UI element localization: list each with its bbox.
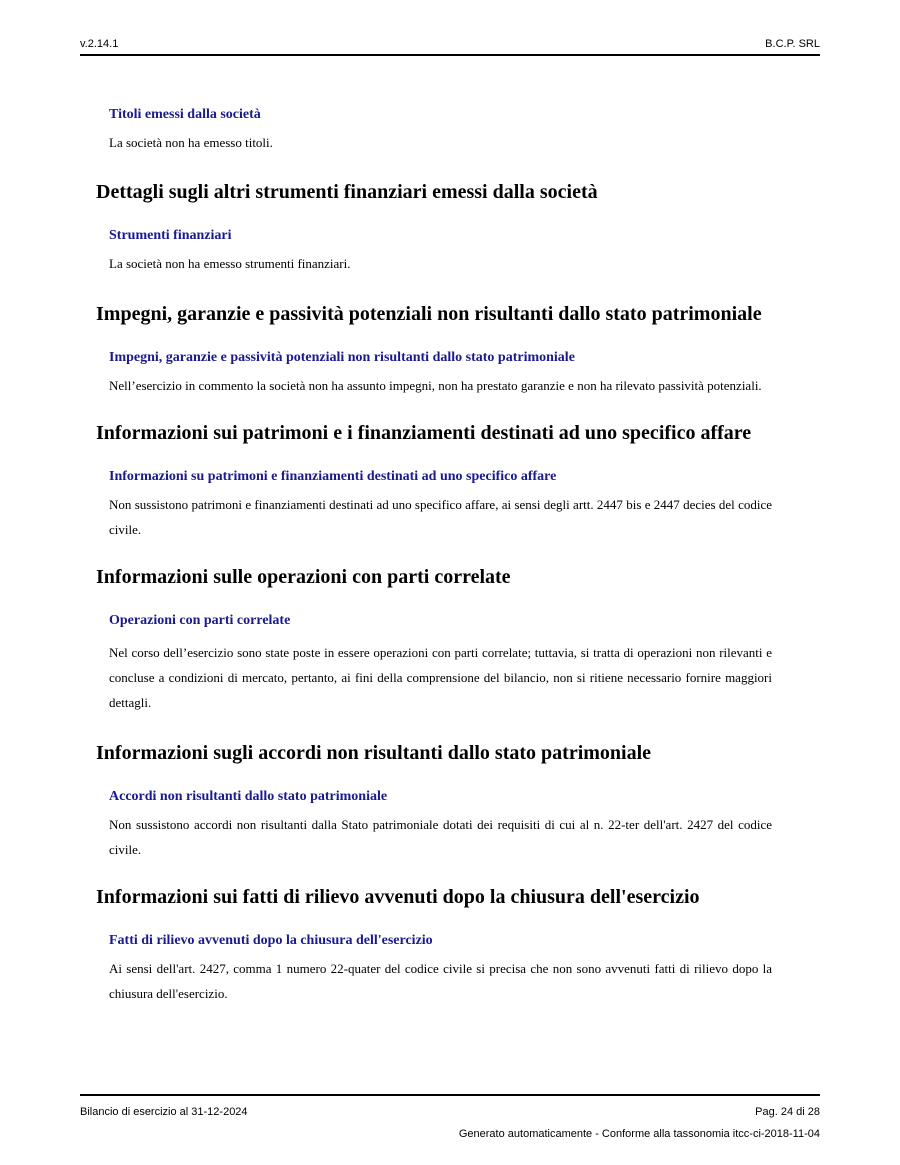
paragraph: Ai sensi dell'art. 2427, comma 1 numero 22-quater del codice civile si precisa che non sono avvenuti fatti di rilievo dopo la chiusura dell'esercizio. <box>109 961 772 1001</box>
section-block <box>96 105 772 155</box>
company-name: B.C.P. SRL <box>765 38 820 50</box>
paragraph: Nell’esercizio in commento la società non ha assunto impegni, non ha prestato garanzie e non ha rilevato passività potenziali. <box>109 378 762 393</box>
section-heading: Dettagli sugli altri strumenti finanziari emessi dalla società <box>96 181 598 203</box>
paragraph: Nel corso dell’esercizio sono state poste in essere operazioni con parti correlate; tuttavia, si tratta di operazioni non rilevanti e concluse a condizioni di mercato, pertanto, ai fini della comprensione del bilancio, non si ritiene necessario fornire maggiori dettagli. <box>109 645 772 710</box>
subheading: Titoli emessi dalla società <box>109 107 261 122</box>
subheading: Impegni, garanzie e passività potenziali non risultanti dallo stato patrimoniale <box>109 350 575 365</box>
section-block <box>96 931 772 1006</box>
page-header <box>80 36 820 56</box>
page-number: Pag. 24 di 28 <box>755 1106 820 1118</box>
subheading: Operazioni con parti correlate <box>109 613 291 628</box>
document-body <box>96 105 772 1006</box>
section-heading: Informazioni sulle operazioni con parti correlate <box>96 566 511 588</box>
page-footer <box>80 1094 820 1146</box>
subheading: Fatti di rilievo avvenuti dopo la chiusura dell'esercizio <box>109 933 433 948</box>
section-heading: Informazioni sui fatti di rilievo avvenuti dopo la chiusura dell'esercizio <box>96 886 700 908</box>
section-heading: Impegni, garanzie e passività potenziali non risultanti dallo stato patrimoniale <box>96 303 762 325</box>
footer-document-title: Bilancio di esercizio al 31-12-2024 <box>80 1106 248 1118</box>
section-block <box>96 787 772 862</box>
section-block <box>96 348 772 398</box>
section-heading: Informazioni sui patrimoni e i finanziamenti destinati ad uno specifico affare <box>96 422 752 444</box>
paragraph: La società non ha emesso strumenti finanziari. <box>109 256 351 271</box>
footer-generated-note: Generato automaticamente - Conforme alla tassonomia itcc-ci-2018-11-04 <box>458 1128 820 1140</box>
section-block <box>96 226 772 276</box>
section-heading: Informazioni sugli accordi non risultanti dallo stato patrimoniale <box>96 742 652 764</box>
section-block <box>96 611 772 715</box>
subheading: Accordi non risultanti dallo stato patrimoniale <box>109 789 388 804</box>
version-label: v.2.14.1 <box>80 38 119 50</box>
paragraph: La società non ha emesso titoli. <box>109 135 273 150</box>
paragraph: Non sussistono patrimoni e finanziamenti destinati ad uno specifico affare, ai sensi degli artt. 2447 bis e 2447 decies del codice civile. <box>109 497 772 537</box>
paragraph: Non sussistono accordi non risultanti dalla Stato patrimoniale dotati dei requisiti di cui al n. 22-ter dell'art. 2427 del codice civile. <box>109 817 772 857</box>
section-block <box>96 467 772 542</box>
subheading: Informazioni su patrimoni e finanziamenti destinati ad uno specifico affare <box>109 469 557 484</box>
subheading: Strumenti finanziari <box>109 228 232 243</box>
